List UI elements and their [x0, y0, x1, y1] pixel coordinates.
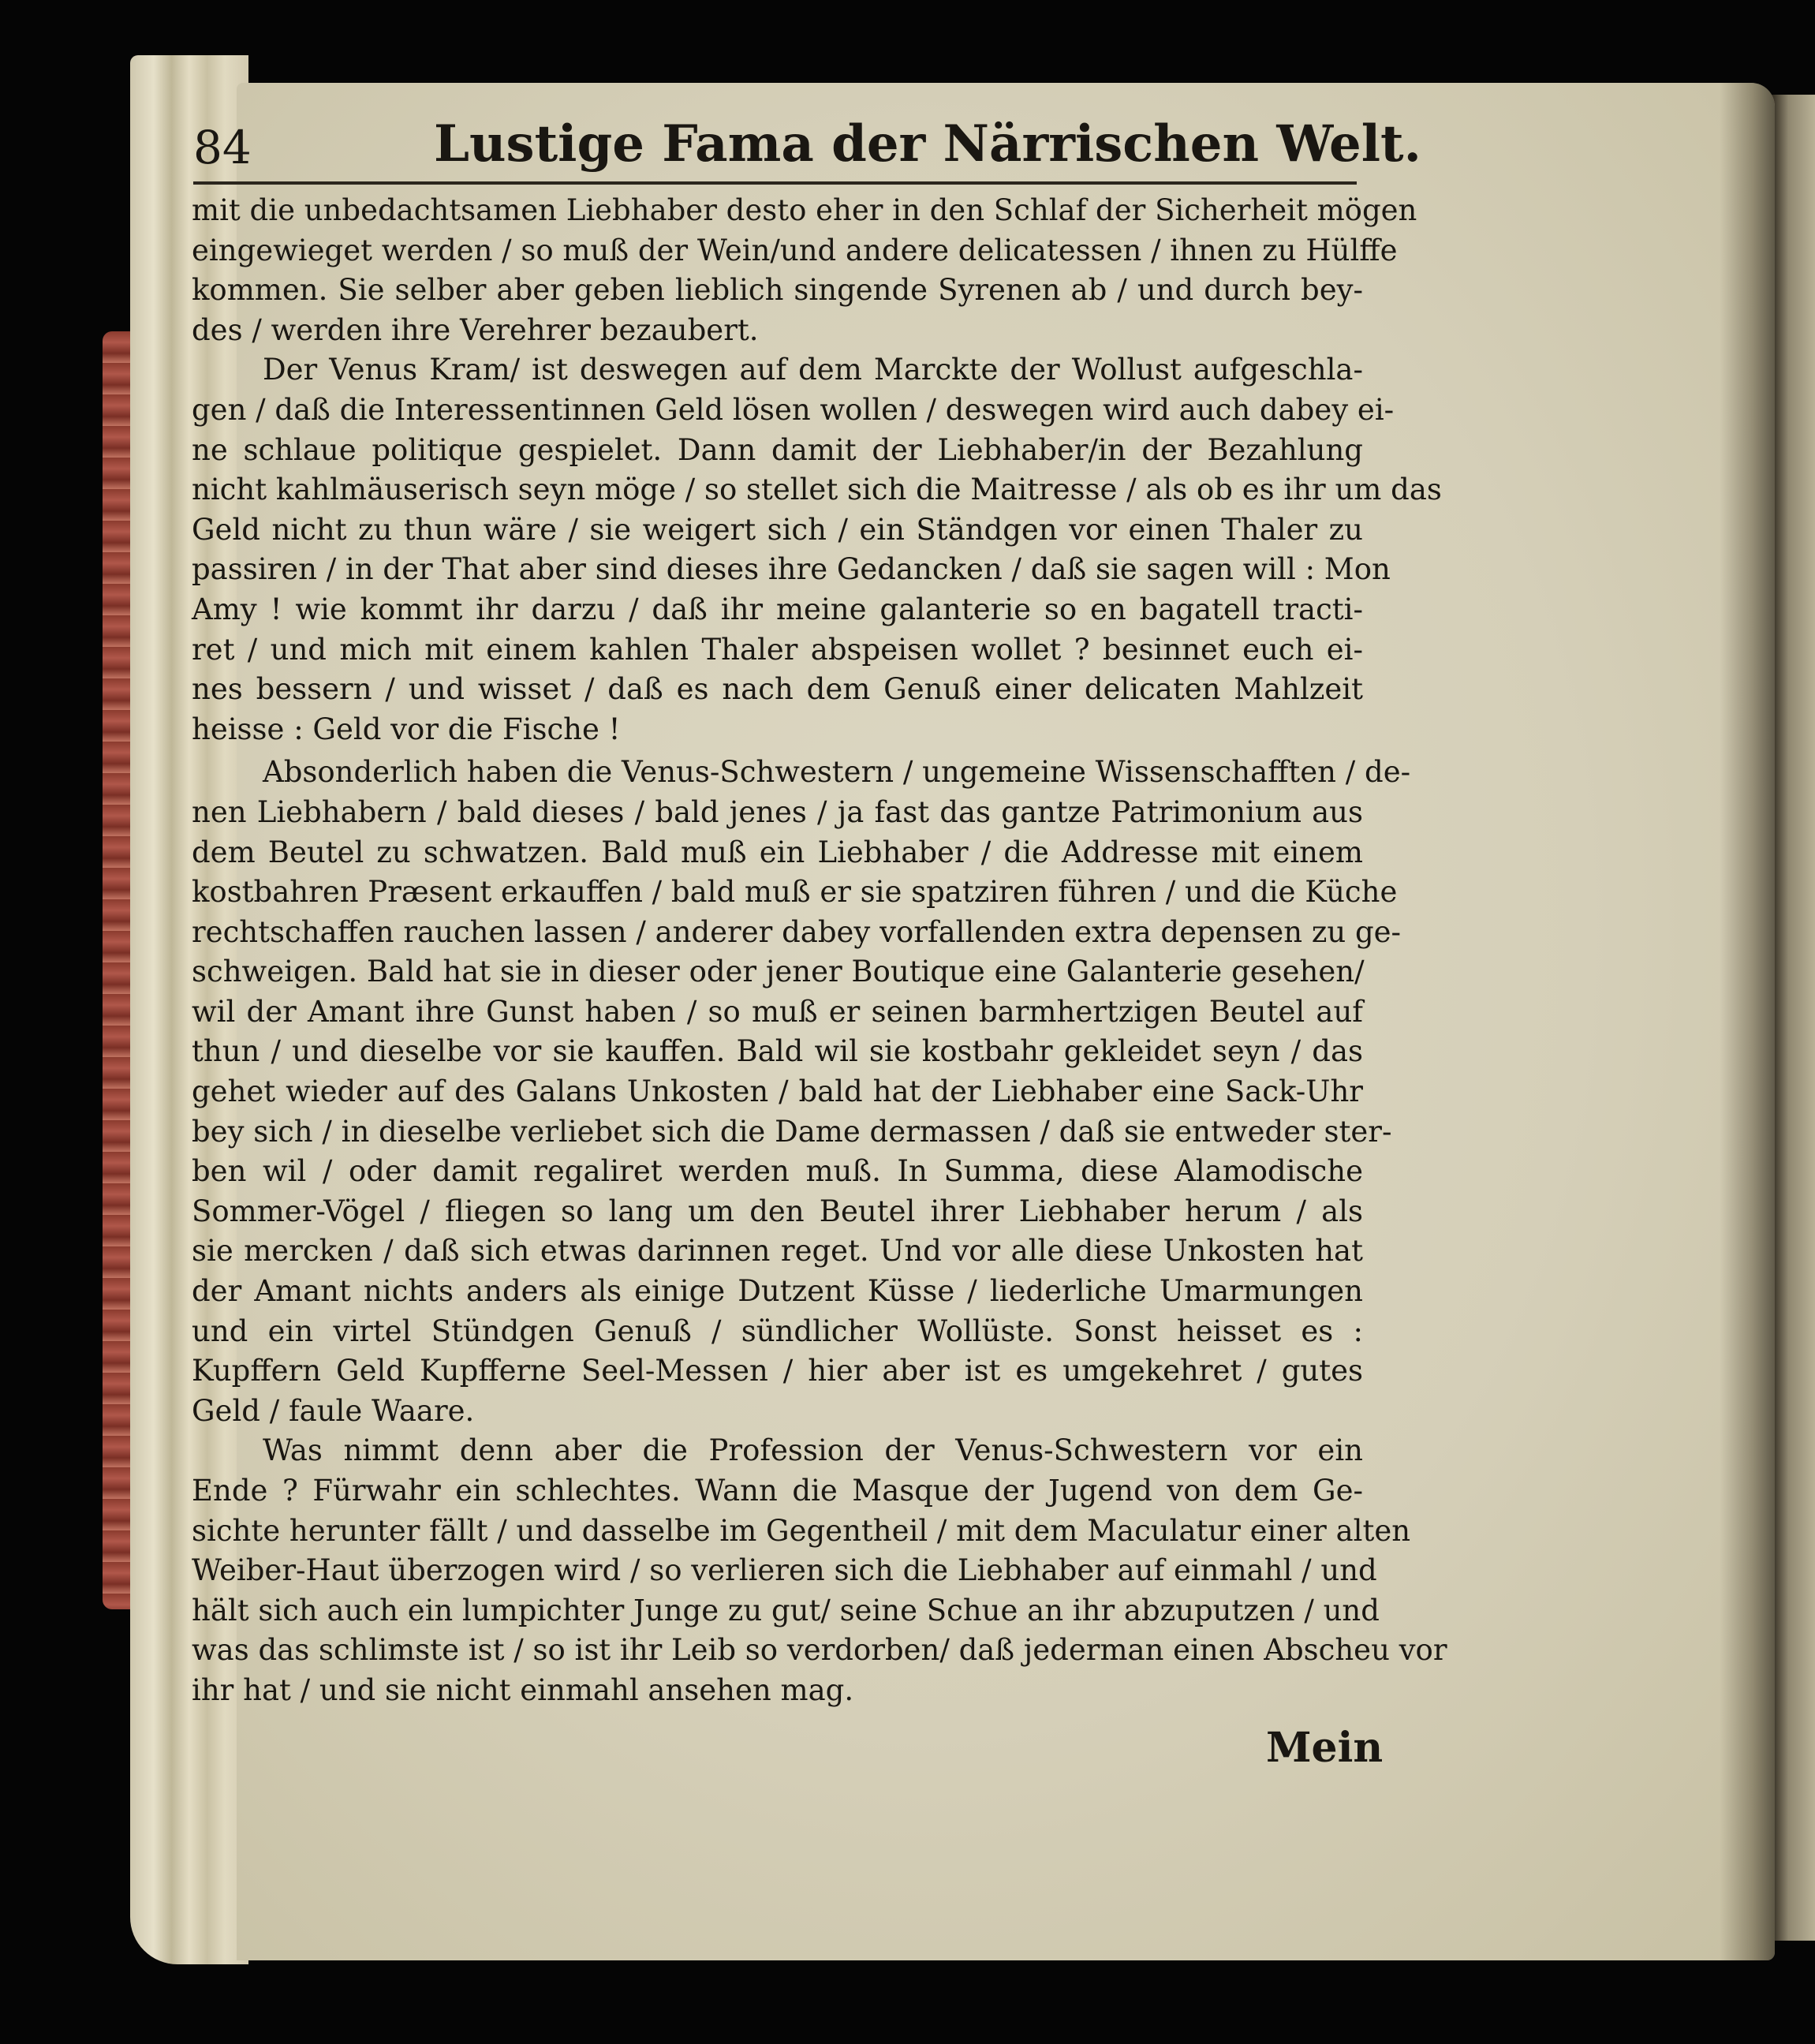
- header-rule: [193, 181, 1357, 185]
- text-line: passiren / in der That aber sind dieses ihre Gedancken / daß sie sagen will : Mon: [192, 552, 1391, 587]
- text-line: ben wil / oder damit regaliret werden muß. In Summa, diese Alamodische: [192, 1154, 1363, 1189]
- text-line: heisse : Geld vor die Fische !: [192, 712, 621, 746]
- text-line: Geld nicht zu thun wäre / sie weigert sich / ein Ständgen vor einen Thaler zu: [192, 512, 1363, 547]
- facing-page-edge: [1771, 95, 1815, 1941]
- text-line: kostbahren Præsent erkauffen / bald muß er sie spatziren führen / und die Küche: [192, 875, 1398, 910]
- text-line: Weiber-Haut überzogen wird / so verlieren sich die Liebhaber auf einmahl / und: [192, 1553, 1377, 1588]
- page-number: 84: [193, 121, 252, 174]
- gutter-shadow: [1720, 83, 1775, 1960]
- text-line: Amy ! wie kommt ihr darzu / daß ihr meine galanterie so en bagatell tracti-: [192, 592, 1363, 626]
- text-line: ihr hat / und sie nicht einmahl ansehen mag.: [192, 1672, 854, 1707]
- text-line: kommen. Sie selber aber geben lieblich singende Syrenen ab / und durch bey-: [192, 273, 1363, 308]
- text-line: wil der Amant ihre Gunst haben / so muß er seinen barmhertzigen Beutel auf: [192, 994, 1363, 1029]
- text-line: schweigen. Bald hat sie in dieser oder jener Boutique eine Galanterie gesehen/: [192, 955, 1365, 989]
- catchword: Mein: [1266, 1724, 1384, 1772]
- text-line: der Amant nichts anders als einige Dutzent Küsse / liederliche Umarmungen: [192, 1274, 1363, 1309]
- text-line: Ende ? Fürwahr ein schlechtes. Wann die Masque der Jugend von dem Ge-: [192, 1474, 1363, 1508]
- text-line: mit die unbedachtsamen Liebhaber desto eher in den Schlaf der Sicherheit mögen: [192, 193, 1417, 227]
- text-line: Geld / faule Waare.: [192, 1393, 475, 1428]
- text-line: hält sich auch ein lumpichter Junge zu gut/ seine Schue an ihr abzuputzen / und: [192, 1593, 1380, 1627]
- text-line: thun / und dieselbe vor sie kauffen. Bald wil sie kostbahr gekleidet seyn / das: [192, 1034, 1363, 1069]
- text-line: ne schlaue politique gespielet. Dann damit der Liebhaber/in der Bezahlung: [192, 432, 1363, 467]
- text-line: sichte herunter fällt / und dasselbe im Gegentheil / mit dem Maculatur einer alten: [192, 1513, 1411, 1548]
- text-line: Sommer-Vögel / fliegen so lang um den Beutel ihrer Liebhaber herum / als: [192, 1194, 1363, 1228]
- body-text: [192, 191, 1447, 1711]
- text-line: und ein virtel Stündgen Genuß / sündlicher Wollüste. Sonst heisset es :: [192, 1313, 1363, 1348]
- marbled-edge: [103, 331, 134, 1609]
- text-line: Absonderlich haben die Venus-Schwestern / ungemeine Wissenschafften / de-: [263, 755, 1411, 790]
- text-line: nicht kahlmäuserisch seyn möge / so stellet sich die Maitresse / als ob es ihr um das: [192, 473, 1442, 507]
- page-header: [193, 106, 1421, 193]
- text-line: rechtschaffen rauchen lassen / anderer dabey vorfallenden extra depensen zu ge-: [192, 914, 1402, 949]
- text-line: dem Beutel zu schwatzen. Bald muß ein Liebhaber / die Addresse mit einem: [192, 835, 1363, 869]
- running-title: Lustige Fama der Närrischen Welt.: [434, 114, 1421, 174]
- text-line: bey sich / in dieselbe verliebet sich die Dame dermassen / daß sie entweder ster-: [192, 1114, 1392, 1149]
- text-line: Der Venus Kram/ ist deswegen auf dem Marckte der Wollust aufgeschla-: [263, 353, 1363, 387]
- paragraph: [192, 191, 1417, 350]
- paragraph: [192, 1431, 1447, 1710]
- text-line: gen / daß die Interessentinnen Geld lösen wollen / deswegen wird auch dabey ei-: [192, 392, 1395, 427]
- text-line: Kupffern Geld Kupfferne Seel-Messen / hier aber ist es umgekehret / gutes: [192, 1354, 1363, 1388]
- paragraph: [192, 350, 1442, 749]
- text-line: ret / und mich mit einem kahlen Thaler abspeisen wollet ? besinnet euch ei-: [192, 632, 1363, 667]
- text-line: des / werden ihre Verehrer bezaubert.: [192, 312, 759, 347]
- paragraph: [192, 753, 1411, 1431]
- text-line: nen Liebhabern / bald dieses / bald jenes / ja fast das gantze Patrimonium aus: [192, 794, 1363, 829]
- text-line: Was nimmt denn aber die Profession der Venus-Schwestern vor ein: [263, 1433, 1363, 1468]
- text-line: was das schlimste ist / so ist ihr Leib so verdorben/ daß jederman einen Abscheu vor: [192, 1633, 1447, 1668]
- text-line: gehet wieder auf des Galans Unkosten / bald hat der Liebhaber eine Sack-Uhr: [192, 1074, 1363, 1109]
- text-line: sie mercken / daß sich etwas darinnen reget. Und vor alle diese Unkosten hat: [192, 1234, 1363, 1269]
- text-line: eingewieget werden / so muß der Wein/und andere delicatessen / ihnen zu Hülffe: [192, 233, 1398, 267]
- text-line: nes bessern / und wisset / daß es nach dem Genuß einer delicaten Mahlzeit: [192, 672, 1363, 707]
